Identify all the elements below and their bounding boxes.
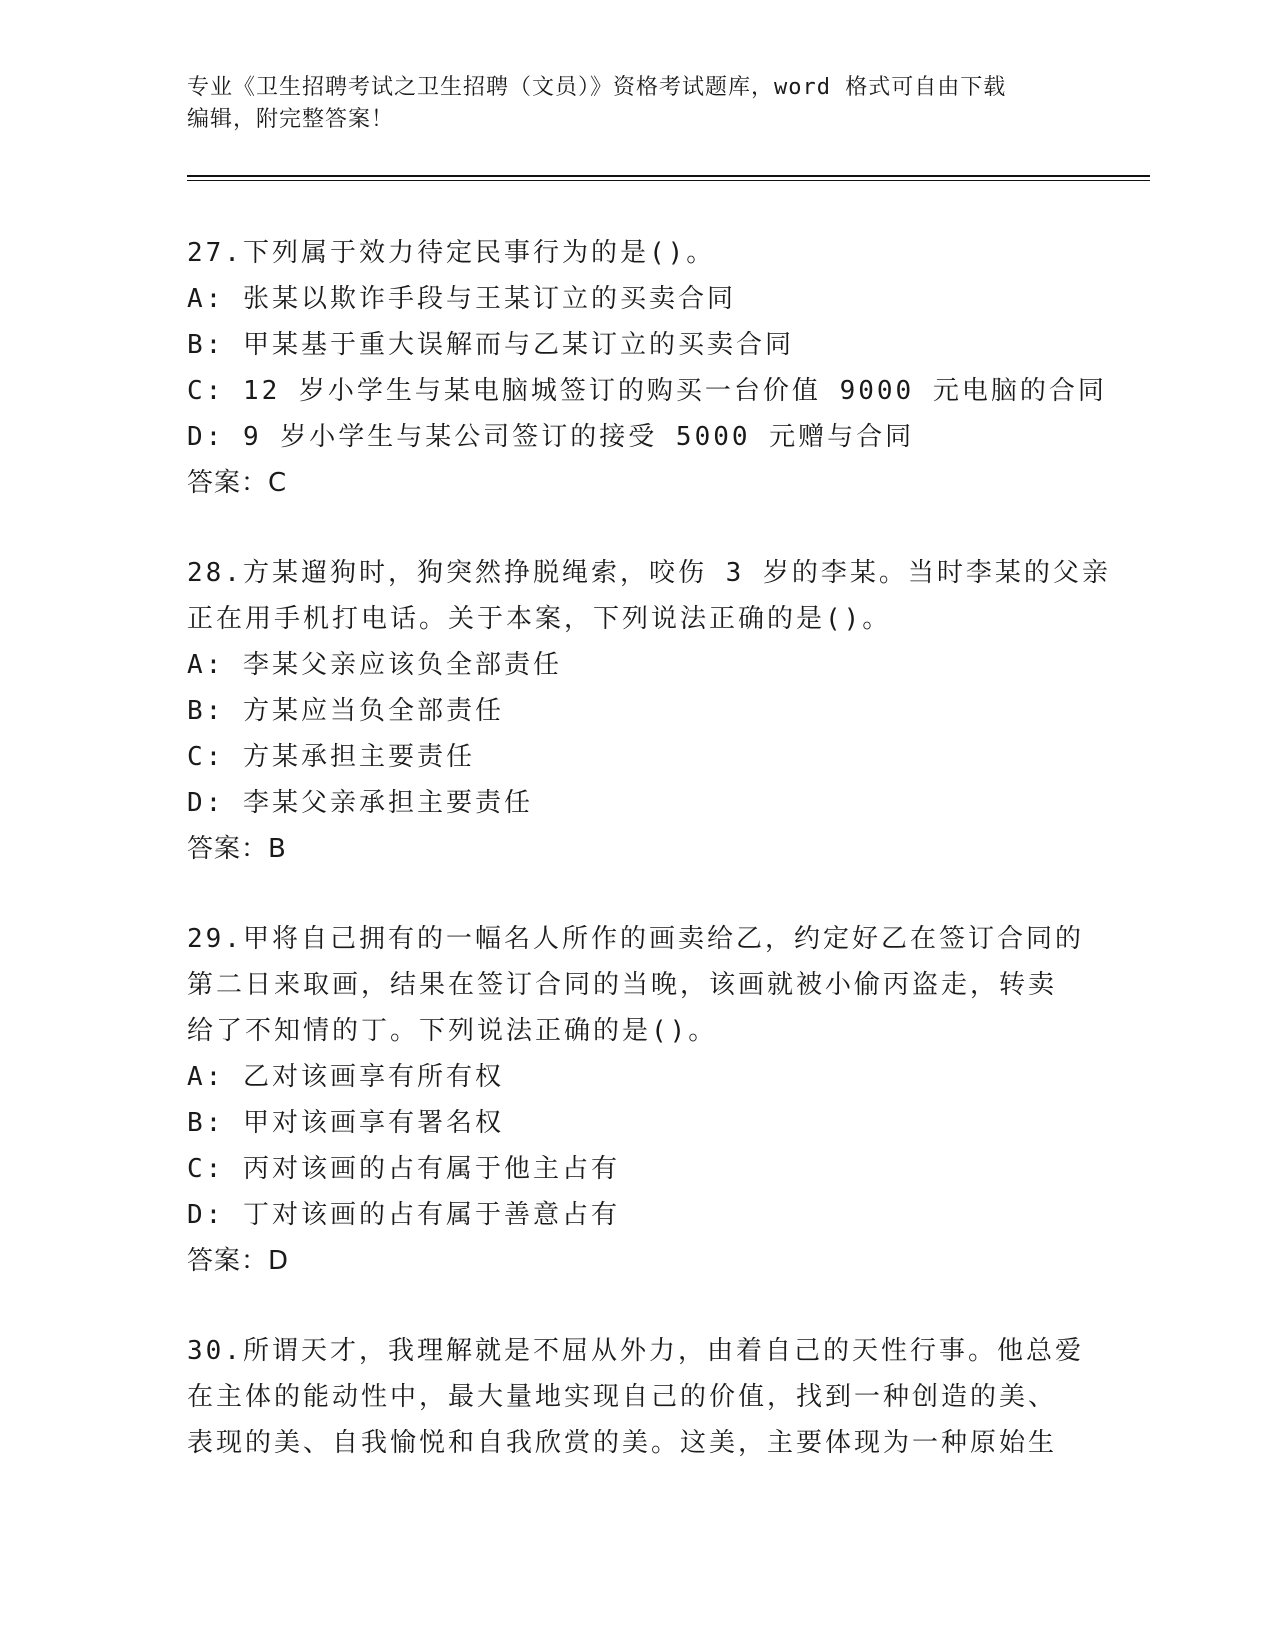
question-text: 第二日来取画，结果在签订合同的当晚，该画就被小偷丙盗走，转卖 bbox=[187, 970, 1058, 1000]
question-block bbox=[187, 550, 1111, 872]
document-header bbox=[187, 72, 1067, 136]
option-b: B: 甲对该画享有署名权 bbox=[187, 1108, 504, 1138]
question-block bbox=[187, 1328, 1087, 1466]
question-text: 表现的美、自我愉悦和自我欣赏的美。这美，主要体现为一种原始生 bbox=[187, 1428, 1058, 1458]
answer-text: 答案：B bbox=[187, 834, 287, 864]
option-d: D: 丁对该画的占有属于善意占有 bbox=[187, 1200, 620, 1230]
question-text: 29.甲将自己拥有的一幅名人所作的画卖给乙，约定好乙在签订合同的 bbox=[187, 924, 1084, 954]
option-d: D: 9 岁小学生与某公司签订的接受 5000 元赠与合同 bbox=[187, 422, 915, 452]
question-text: 在主体的能动性中，最大量地实现自己的价值，找到一种创造的美、 bbox=[187, 1382, 1058, 1412]
option-c: C: 方某承担主要责任 bbox=[187, 742, 475, 772]
question-block bbox=[187, 916, 1087, 1284]
question-block bbox=[187, 230, 1107, 506]
option-b: B: 甲某基于重大误解而与乙某订立的买卖合同 bbox=[187, 330, 794, 360]
option-d: D: 李某父亲承担主要责任 bbox=[187, 788, 533, 818]
option-b: B: 方某应当负全部责任 bbox=[187, 696, 504, 726]
header-line: 编辑，附完整答案！ bbox=[187, 107, 395, 132]
header-line: 专业《卫生招聘考试之卫生招聘（文员）》资格考试题库，word 格式可自由下载 bbox=[187, 75, 1007, 100]
question-text: 给了不知情的丁。下列说法正确的是()。 bbox=[187, 1016, 718, 1046]
option-c: C: 丙对该画的占有属于他主占有 bbox=[187, 1154, 620, 1184]
question-text: 28.方某遛狗时，狗突然挣脱绳索，咬伤 3 岁的李某。当时李某的父亲 bbox=[187, 558, 1111, 588]
option-c: C: 12 岁小学生与某电脑城签订的购买一台价值 9000 元电脑的合同 bbox=[187, 376, 1107, 406]
option-a: A: 乙对该画享有所有权 bbox=[187, 1062, 504, 1092]
question-text: 正在用手机打电话。关于本案，下列说法正确的是()。 bbox=[187, 604, 892, 634]
answer-text: 答案：D bbox=[187, 1246, 290, 1276]
question-list bbox=[187, 230, 1111, 1510]
option-a: A: 李某父亲应该负全部责任 bbox=[187, 650, 562, 680]
question-text: 30.所谓天才，我理解就是不屈从外力，由着自己的天性行事。他总爱 bbox=[187, 1336, 1084, 1366]
header-divider-thin bbox=[187, 180, 1150, 181]
header-divider-thick bbox=[187, 175, 1150, 177]
answer-text: 答案：C bbox=[187, 468, 288, 498]
option-a: A: 张某以欺诈手段与王某订立的买卖合同 bbox=[187, 284, 736, 314]
question-text: 27.下列属于效力待定民事行为的是()。 bbox=[187, 238, 716, 268]
